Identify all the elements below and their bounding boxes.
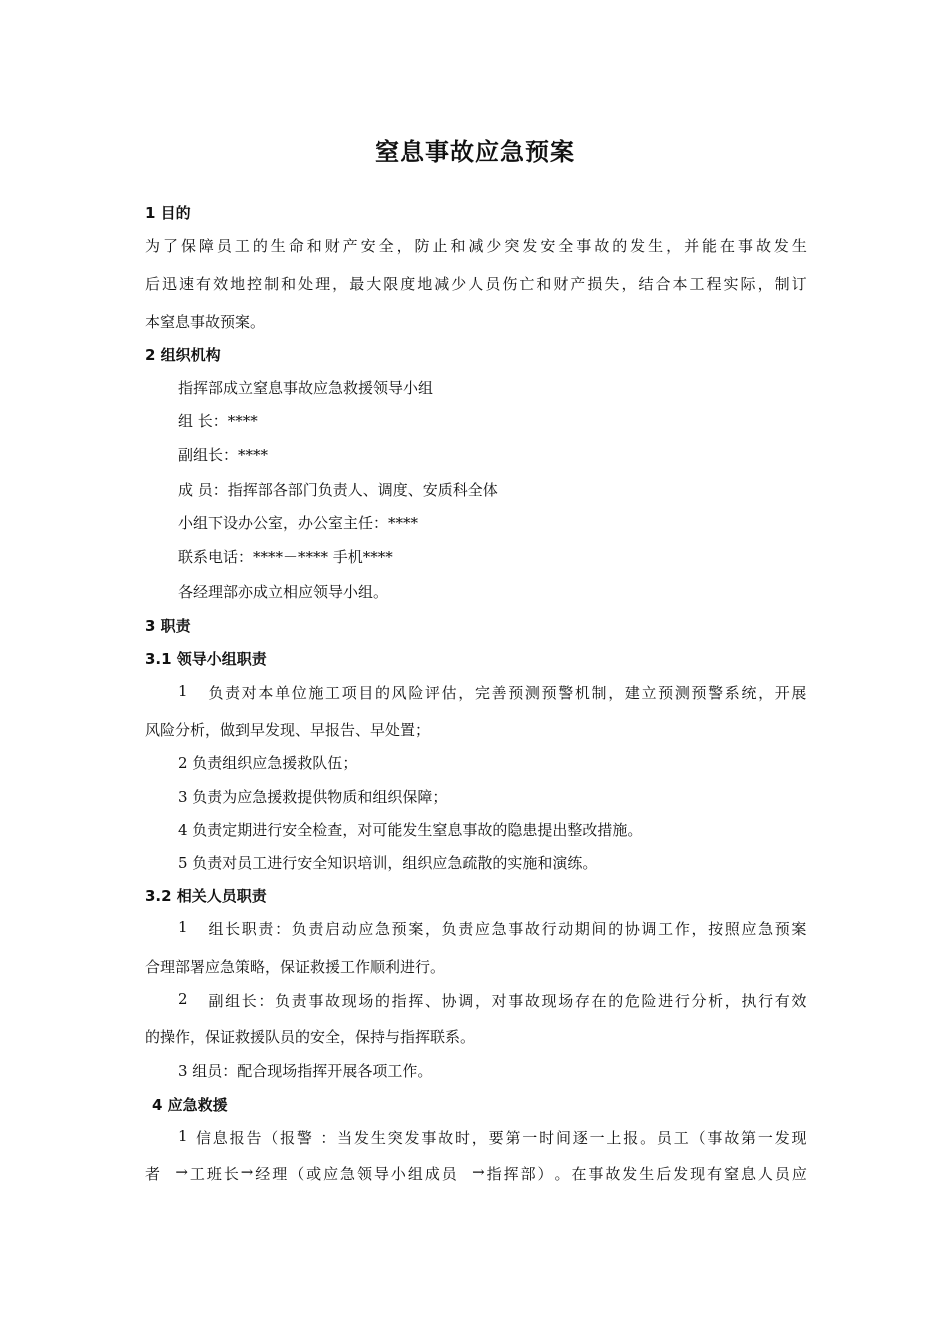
leader-duty-1b: 风险分析，做到早发现、早报告、早处置； [145,721,431,739]
staff-duty-1a: 1 组 长 职 责 ： 负 责 启 动 应 急 预 案 ， 负 责 应 急 事 故 行 动 期 间 的 协 调 工 作 ， 按 照 应 急 预 案 [178,918,807,938]
leader-duty-4: 4 负责定期进行安全检查，对可能发生窒息事故的隐患提出整改措施。 [178,821,643,839]
purpose-line-1: 为 了 保 障 员 工 的 生 命 和 财 产 安 全 ， 防 止 和 减 少 突 发 安 全 事 故 的 发 生 ， 并 能 在 事 故 发 生 [145,237,807,255]
heading-emergency-rescue: 4 应急救援 [152,1096,228,1114]
heading-duties: 3 职责 [145,617,191,635]
leader-duty-3: 3 负责为应急援救提供物质和组织保障； [178,788,448,806]
org-leader: 组 长：**** [178,412,258,430]
purpose-line-2: 后 迅 速 有 效 地 控 制 和 处 理 ， 最 大 限 度 地 减 少 人 员 伤 亡 和 财 产 损 失 ， 结 合 本 工 程 实 际 ， 制 订 [145,275,807,293]
purpose-line-3: 本窒息事故预案。 [145,313,266,331]
staff-duty-1b: 合理部署应急策略，保证救援工作顺利进行。 [145,958,446,976]
heading-staff-duties: 3.2 相关人员职责 [145,887,267,905]
heading-leader-duties: 3.1 领导小组职责 [145,650,267,668]
rescue-item-1a: 1 信 息 报 告 （ 报 警 ： 当 发 生 突 发 事 故 时 ， 要 第 一 时 间 逐 一 上 报 。 员 工 （ 事 故 第 一 发 现 [178,1127,807,1147]
leader-duty-5: 5 负责对员工进行安全知识培训，组织应急疏散的实施和演练。 [178,854,598,872]
staff-duty-2b: 的操作，保证救援队员的安全，保持与指挥联系。 [145,1028,476,1046]
heading-purpose: 1 目的 [145,204,191,222]
document-title: 窒息事故应急预案 [375,138,575,166]
leader-duty-2: 2 负责组织应急援救队伍； [178,754,358,772]
staff-duty-3: 3 组员：配合现场指挥开展各项工作。 [178,1062,433,1080]
org-members: 成 员：指挥部各部门负责人、调度、安质科全体 [178,481,498,499]
staff-duty-2a: 2 副 组 长 ： 负 责 事 故 现 场 的 指 挥 、 协 调 ， 对 事 故 现 场 存 在 的 危 险 进 行 分 析 ， 执 行 有 效 [178,990,807,1010]
rescue-item-1b: 者 → 工 班 长 → 经 理 （ 或 应 急 领 导 小 组 成 员 → 指 挥 部 ） 。 在 事 故 发 生 后 发 现 有 窒 息 人 员 应 [145,1163,807,1183]
org-line-1: 指挥部成立窒息事故应急救援领导小组 [178,379,434,397]
org-deputy: 副组长：**** [178,446,269,464]
org-office: 小组下设办公室，办公室主任：**** [178,514,419,532]
leader-duty-1a: 1 负 责 对 本 单 位 施 工 项 目 的 风 险 评 估 ， 完 善 预 测 预 警 机 制 ， 建 立 预 测 预 警 系 统 ， 开 展 [178,682,807,702]
heading-organization: 2 组织机构 [145,346,221,364]
org-branch: 各经理部亦成立相应领导小组。 [178,583,389,601]
org-phone: 联系电话：****－**** 手机**** [178,548,393,566]
